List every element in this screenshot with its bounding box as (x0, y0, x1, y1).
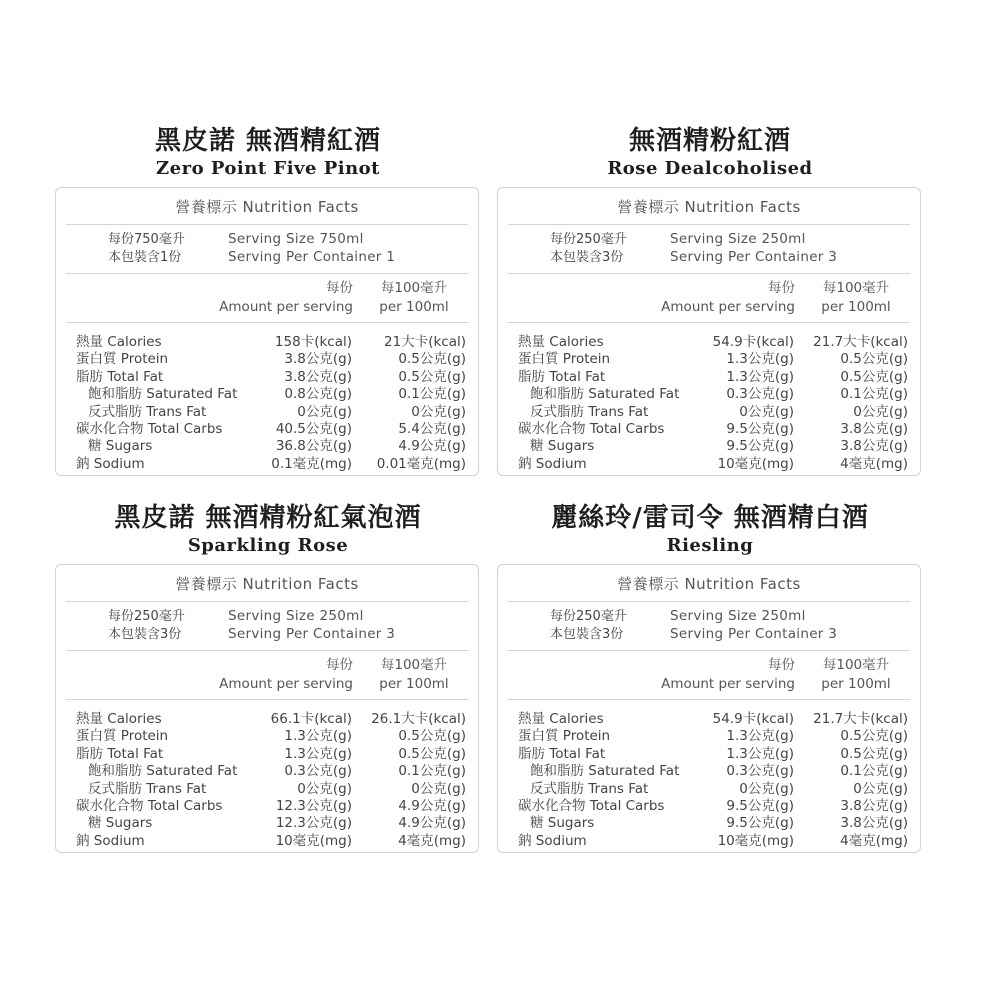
nutrient-per-serving: 10毫克(mg) (717, 455, 794, 472)
nutrient-name: 飽和脂肪 Saturated Fat (530, 386, 680, 403)
nutrient-per-serving: 1.3公克(g) (726, 728, 794, 745)
nutrient-per-serving: 3.8公克(g) (284, 368, 352, 385)
nutrient-name: 碳水化合物 Total Carbs (518, 420, 665, 437)
product-title-chinese: 麗絲玲/雷司令 無酒精白酒 (551, 503, 869, 533)
divider (508, 273, 910, 274)
divider (508, 699, 910, 700)
nutrient-name: 鈉 Sodium (518, 455, 587, 472)
nutrient-name: 脂肪 Total Fat (76, 368, 164, 385)
nutrient-row-sugars (56, 438, 478, 455)
nutrient-row-calories (56, 334, 478, 351)
nutrient-per-100ml: 0公克(g) (411, 403, 466, 420)
nutrient-per-100ml: 21大卡(kcal) (384, 334, 466, 350)
nutrient-per-100ml: 4毫克(mg) (840, 455, 908, 472)
nutrient-name: 脂肪 Total Fat (76, 745, 164, 762)
nutrient-per-serving: 9.5公克(g) (726, 797, 794, 814)
nutrient-row-total-fat (56, 369, 478, 386)
column-header-per-serving-chinese: 每份 (326, 280, 353, 296)
nutrient-per-100ml: 4.9公克(g) (398, 438, 466, 455)
nutrient-per-100ml: 4.9公克(g) (398, 815, 466, 832)
divider (66, 322, 468, 323)
nutrient-per-serving: 54.9卡(kcal) (712, 334, 794, 350)
nutrient-per-serving: 158卡(kcal) (274, 334, 352, 350)
column-header-per-serving-chinese: 每份 (768, 280, 795, 296)
nutrient-row-protein (498, 728, 920, 745)
nutrient-per-serving: 0公克(g) (297, 403, 352, 420)
column-header-per-serving: Amount per serving (661, 676, 795, 692)
nutrient-row-total-fat (498, 369, 920, 386)
product-title-english: Rose Dealcoholised (607, 158, 813, 179)
nutrient-row-total-carbs (56, 421, 478, 438)
nutrient-name: 糖 Sugars (530, 815, 595, 832)
divider (508, 601, 910, 602)
nutrient-row-trans-fat (56, 781, 478, 798)
nutrient-row-protein (56, 351, 478, 368)
nutrient-per-100ml: 21.7大卡(kcal) (813, 711, 908, 727)
nutrient-per-serving: 3.8公克(g) (284, 351, 352, 368)
column-header-per-100ml-chinese: 每100毫升 (380, 280, 448, 296)
nutrient-row-total-fat (56, 746, 478, 763)
nutrient-row-total-carbs (498, 798, 920, 815)
product-title-chinese: 黑皮諾 無酒精粉紅氣泡酒 (114, 503, 422, 533)
nutrient-per-100ml: 0.1公克(g) (840, 386, 908, 403)
nutrient-per-serving: 1.3公克(g) (726, 351, 794, 368)
nutrition-facts-panel (497, 564, 921, 853)
nutrient-per-serving: 12.3公克(g) (275, 797, 352, 814)
nutrient-row-total-carbs (56, 798, 478, 815)
nutrient-per-serving: 1.3公克(g) (284, 728, 352, 745)
nutrition-facts-panel (497, 187, 921, 476)
divider (508, 322, 910, 323)
nutrient-name: 碳水化合物 Total Carbs (76, 420, 223, 437)
nutrient-per-100ml: 0.5公克(g) (840, 745, 908, 762)
nutrient-per-serving: 40.5公克(g) (275, 420, 352, 437)
nutrient-per-serving: 10毫克(mg) (275, 832, 352, 849)
nutrient-name: 蛋白質 Protein (518, 351, 611, 368)
nutrition-facts-panel (55, 187, 479, 476)
nutrient-row-calories (56, 711, 478, 728)
divider (508, 224, 910, 225)
nutrient-name: 飽和脂肪 Saturated Fat (88, 386, 238, 403)
nutrient-per-serving: 54.9卡(kcal) (712, 711, 794, 727)
nutrient-per-serving: 0.8公克(g) (284, 386, 352, 403)
column-header-per-100ml-chinese: 每100毫升 (822, 280, 890, 296)
servings-per-container-english: Serving Per Container 1 (228, 249, 396, 265)
divider (66, 273, 468, 274)
nutrient-per-100ml: 3.8公克(g) (840, 797, 908, 814)
nutrition-facts-heading: 營養標示 Nutrition Facts (617, 575, 801, 593)
column-header-per-100ml: per 100ml (379, 299, 449, 315)
divider (66, 601, 468, 602)
nutrient-per-serving: 0.1毫克(mg) (271, 455, 352, 472)
nutrient-row-calories (498, 711, 920, 728)
product-title-chinese: 黑皮諾 無酒精紅酒 (154, 126, 382, 156)
nutrient-row-total-fat (498, 746, 920, 763)
nutrient-name: 糖 Sugars (88, 438, 153, 455)
column-header-per-100ml: per 100ml (821, 299, 891, 315)
nutrient-per-100ml: 5.4公克(g) (398, 420, 466, 437)
servings-per-container-chinese: 本包裝含3份 (108, 627, 182, 642)
product-title-chinese: 無酒精粉紅酒 (628, 126, 791, 156)
nutrient-row-sugars (498, 438, 920, 455)
nutrient-name: 鈉 Sodium (518, 832, 587, 849)
nutrient-table (56, 711, 478, 850)
nutrient-per-serving: 1.3公克(g) (726, 745, 794, 762)
nutrient-row-saturated-fat (56, 763, 478, 780)
nutrient-row-sugars (56, 815, 478, 832)
nutrient-per-100ml: 0公克(g) (853, 403, 908, 420)
nutrient-per-100ml: 3.8公克(g) (840, 438, 908, 455)
divider (66, 224, 468, 225)
nutrient-name: 熱量 Calories (518, 711, 604, 727)
nutrient-per-100ml: 0公克(g) (411, 780, 466, 797)
nutrient-per-serving: 36.8公克(g) (275, 438, 352, 455)
column-header-per-serving-chinese: 每份 (326, 657, 353, 673)
nutrient-per-100ml: 0.5公克(g) (840, 351, 908, 368)
serving-size-english: Serving Size 750ml (228, 231, 364, 247)
product-title-english: Sparkling Rose (187, 535, 349, 556)
servings-per-container-chinese: 本包裝含3份 (550, 250, 624, 265)
product-title-english: Riesling (666, 535, 754, 556)
nutrient-name: 熱量 Calories (76, 711, 162, 727)
nutrient-per-100ml: 0.5公克(g) (398, 745, 466, 762)
nutrient-row-saturated-fat (498, 386, 920, 403)
nutrient-per-100ml: 0公克(g) (853, 780, 908, 797)
nutrient-per-100ml: 0.1公克(g) (398, 386, 466, 403)
servings-per-container-chinese: 本包裝含3份 (550, 627, 624, 642)
nutrition-facts-heading: 營養標示 Nutrition Facts (175, 198, 359, 216)
nutrient-per-serving: 66.1卡(kcal) (270, 711, 352, 727)
nutrient-row-sodium (498, 833, 920, 850)
nutrient-name: 鈉 Sodium (76, 455, 145, 472)
column-header-per-100ml: per 100ml (379, 676, 449, 692)
nutrient-name: 糖 Sugars (530, 438, 595, 455)
column-header-per-100ml: per 100ml (821, 676, 891, 692)
nutrient-row-sodium (498, 456, 920, 473)
servings-per-container-chinese: 本包裝含1份 (108, 250, 182, 265)
nutrient-per-serving: 1.3公克(g) (284, 745, 352, 762)
nutrient-per-serving: 0.3公克(g) (726, 763, 794, 780)
serving-size-chinese: 每份250毫升 (108, 609, 185, 624)
nutrient-per-100ml: 0.01毫克(mg) (376, 455, 466, 472)
nutrient-per-100ml: 0.5公克(g) (840, 368, 908, 385)
nutrient-row-sodium (56, 833, 478, 850)
nutrient-per-serving: 10毫克(mg) (717, 832, 794, 849)
nutrient-name: 飽和脂肪 Saturated Fat (530, 763, 680, 780)
divider (66, 650, 468, 651)
nutrient-per-serving: 0.3公克(g) (726, 386, 794, 403)
nutrient-name: 飽和脂肪 Saturated Fat (88, 763, 238, 780)
nutrient-name: 脂肪 Total Fat (518, 368, 606, 385)
serving-size-english: Serving Size 250ml (670, 231, 806, 247)
nutrient-per-serving: 9.5公克(g) (726, 438, 794, 455)
nutrition-facts-heading: 營養標示 Nutrition Facts (617, 198, 801, 216)
servings-per-container-english: Serving Per Container 3 (670, 626, 838, 642)
nutrient-name: 熱量 Calories (76, 334, 162, 350)
nutrient-row-sodium (56, 456, 478, 473)
nutrient-per-100ml: 0.1公克(g) (840, 763, 908, 780)
nutrient-row-saturated-fat (498, 763, 920, 780)
column-header-per-100ml-chinese: 每100毫升 (380, 657, 448, 673)
nutrient-name: 碳水化合物 Total Carbs (518, 797, 665, 814)
nutrient-name: 鈉 Sodium (76, 832, 145, 849)
column-header-per-serving: Amount per serving (661, 299, 795, 315)
nutrient-per-100ml: 26.1大卡(kcal) (371, 711, 466, 727)
column-header-per-100ml-chinese: 每100毫升 (822, 657, 890, 673)
nutrient-per-100ml: 0.1公克(g) (398, 763, 466, 780)
nutrient-per-serving: 12.3公克(g) (275, 815, 352, 832)
nutrient-name: 反式脂肪 Trans Fat (530, 403, 649, 420)
nutrition-facts-panel (55, 564, 479, 853)
column-header-per-serving-chinese: 每份 (768, 657, 795, 673)
nutrient-per-serving: 1.3公克(g) (726, 368, 794, 385)
nutrient-per-100ml: 21.7大卡(kcal) (813, 334, 908, 350)
nutrition-facts-heading: 營養標示 Nutrition Facts (175, 575, 359, 593)
serving-size-english: Serving Size 250ml (670, 608, 806, 624)
nutrient-row-sugars (498, 815, 920, 832)
nutrient-per-100ml: 4毫克(mg) (840, 832, 908, 849)
nutrient-name: 蛋白質 Protein (76, 728, 169, 745)
servings-per-container-english: Serving Per Container 3 (670, 249, 838, 265)
nutrient-row-protein (56, 728, 478, 745)
divider (66, 699, 468, 700)
nutrient-per-serving: 0公克(g) (297, 780, 352, 797)
nutrient-name: 碳水化合物 Total Carbs (76, 797, 223, 814)
column-header-per-serving: Amount per serving (219, 676, 353, 692)
nutrient-per-100ml: 4毫克(mg) (398, 832, 466, 849)
nutrient-name: 蛋白質 Protein (518, 728, 611, 745)
nutrient-per-100ml: 4.9公克(g) (398, 797, 466, 814)
nutrient-per-100ml: 0.5公克(g) (398, 351, 466, 368)
nutrient-name: 熱量 Calories (518, 334, 604, 350)
nutrient-per-100ml: 3.8公克(g) (840, 815, 908, 832)
nutrient-row-calories (498, 334, 920, 351)
nutrient-row-trans-fat (498, 781, 920, 798)
nutrient-per-serving: 9.5公克(g) (726, 815, 794, 832)
nutrient-per-100ml: 0.5公克(g) (398, 728, 466, 745)
nutrient-name: 蛋白質 Protein (76, 351, 169, 368)
nutrient-per-serving: 0公克(g) (739, 403, 794, 420)
nutrient-name: 糖 Sugars (88, 815, 153, 832)
divider (508, 650, 910, 651)
nutrient-per-100ml: 0.5公克(g) (840, 728, 908, 745)
nutrient-per-serving: 0.3公克(g) (284, 763, 352, 780)
serving-size-chinese: 每份750毫升 (108, 232, 185, 247)
nutrient-per-serving: 9.5公克(g) (726, 420, 794, 437)
nutrient-table (498, 711, 920, 850)
column-header-per-serving: Amount per serving (219, 299, 353, 315)
nutrient-name: 反式脂肪 Trans Fat (530, 780, 649, 797)
nutrient-table (56, 334, 478, 473)
nutrient-row-protein (498, 351, 920, 368)
nutrient-row-saturated-fat (56, 386, 478, 403)
nutrient-per-100ml: 3.8公克(g) (840, 420, 908, 437)
product-title-english: Zero Point Five Pinot (156, 158, 380, 179)
nutrient-row-trans-fat (498, 404, 920, 421)
nutrient-per-serving: 0公克(g) (739, 780, 794, 797)
nutrient-name: 脂肪 Total Fat (518, 745, 606, 762)
nutrient-name: 反式脂肪 Trans Fat (88, 780, 207, 797)
nutrient-row-trans-fat (56, 404, 478, 421)
nutrient-row-total-carbs (498, 421, 920, 438)
serving-size-chinese: 每份250毫升 (550, 232, 627, 247)
servings-per-container-english: Serving Per Container 3 (228, 626, 396, 642)
nutrient-name: 反式脂肪 Trans Fat (88, 403, 207, 420)
nutrient-per-100ml: 0.5公克(g) (398, 368, 466, 385)
serving-size-chinese: 每份250毫升 (550, 609, 627, 624)
nutrient-table (498, 334, 920, 473)
serving-size-english: Serving Size 250ml (228, 608, 364, 624)
